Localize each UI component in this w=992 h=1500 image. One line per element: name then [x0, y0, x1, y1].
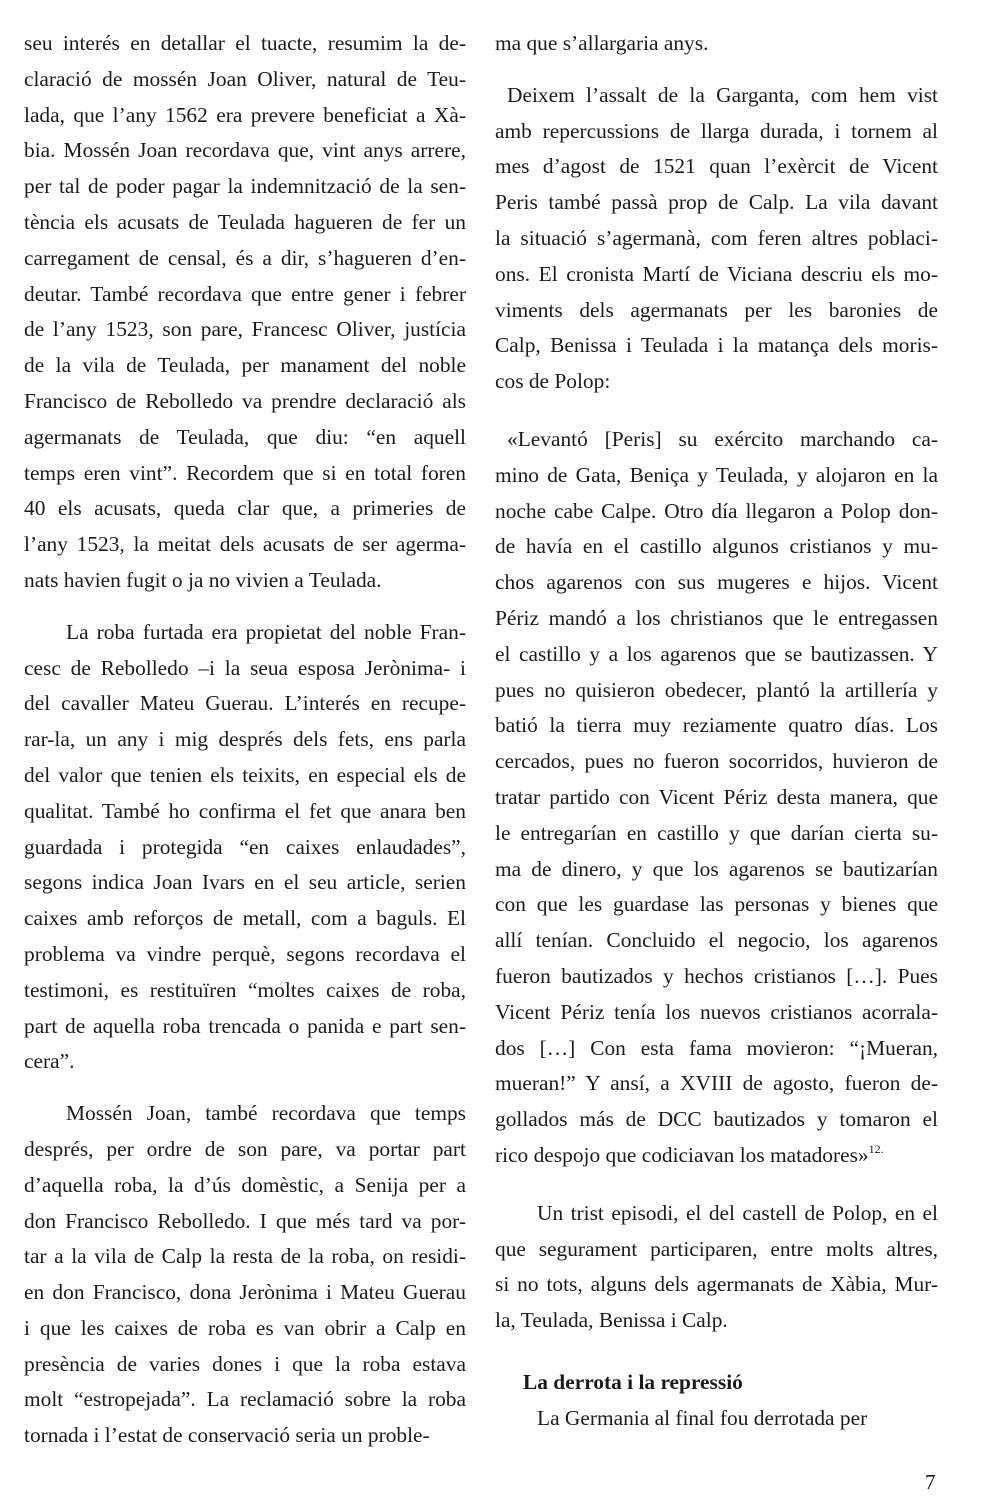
- paragraph-right-continuation: [495, 26, 938, 62]
- text-line-content: tar a la vila de Calp la resta de la roba, on residi-: [24, 1244, 466, 1269]
- text-line: [495, 887, 938, 923]
- text-line: [495, 1232, 938, 1268]
- text-line-content: La roba furtada era propietat del noble Fran-: [66, 619, 466, 644]
- text-line-content: tornada i l’estat de conservació seria un proble-: [24, 1423, 430, 1448]
- text-line: [495, 995, 938, 1031]
- text-line: [24, 1009, 466, 1045]
- text-line: [495, 26, 938, 62]
- text-line: [24, 241, 466, 277]
- text-line-content: tratar partido con Vicent Périz desta manera, que: [495, 784, 938, 809]
- text-line-content: don Francisco Rebolledo. I que més tard va por-: [24, 1208, 466, 1233]
- text-line-content: si no tots, alguns dels agermanats de Xàbia, Mur-: [495, 1272, 938, 1297]
- text-line-content: cos de Polop:: [495, 369, 611, 394]
- text-line: [495, 744, 938, 780]
- text-line-content: testimoni, es restituïren “moltes caixes de roba,: [24, 977, 466, 1002]
- text-line-content: tència els acusats de Teulada hagueren de fer un: [24, 209, 466, 234]
- text-line: [24, 1168, 466, 1204]
- text-line: [24, 1239, 466, 1275]
- text-line-content: ma que s’allargaria anys.: [495, 31, 709, 55]
- text-line: [495, 1267, 938, 1303]
- text-line: [495, 328, 938, 364]
- text-line-content: presència de varies dones i que la roba estava: [24, 1351, 466, 1376]
- text-line-content: per tal de poder pagar la indemnització de la sen-: [24, 174, 466, 199]
- text-line-content: d’aquella roba, la d’ús domèstic, a Senija per a: [24, 1172, 466, 1197]
- text-line-content: l’any 1523, la meitat dels acusats de ser agerma-: [24, 532, 466, 557]
- paragraph-right-3: [495, 1401, 938, 1437]
- text-line: [24, 973, 466, 1009]
- text-line-content: guardada i protegida “en caixes enlaudades”,: [24, 834, 466, 859]
- paragraph-right-2: [495, 1196, 938, 1339]
- text-line-content: La Germania al final fou derrotada per: [537, 1405, 868, 1430]
- text-line-content: gollados más de DCC bautizados y tomaron el: [495, 1107, 938, 1132]
- text-line: [24, 384, 466, 420]
- text-line: [495, 637, 938, 673]
- paragraph-left-1: [24, 26, 466, 599]
- text-line: [24, 1275, 466, 1311]
- text-line: [495, 114, 938, 150]
- text-line-content: cesc de Rebolledo –i la seua esposa Jerònima- i: [24, 655, 466, 680]
- text-line-content: Mossén Joan, també recordava que temps: [66, 1101, 466, 1126]
- text-line-content: pues no quisieron obedecer, plantó la artillería y: [495, 677, 938, 702]
- text-line: [24, 651, 466, 687]
- text-line-content: seu interés en detallar el tuacte, resumim la de-: [24, 31, 466, 55]
- text-line: [495, 458, 938, 494]
- text-line: [24, 1096, 466, 1132]
- text-line-content: lada, que l’any 1562 era prevere beneficiat a Xà-: [24, 102, 466, 127]
- text-line-content: Francisco de Rebolledo va prendre declaració als: [24, 388, 466, 413]
- text-line-content: Un trist episodi, el del castell de Polop, en el: [537, 1200, 938, 1225]
- text-line-content: que segurament participaren, entre molts altres,: [495, 1236, 938, 1261]
- text-line-content: molt “estropejada”. La reclamació sobre la roba: [24, 1387, 466, 1412]
- text-line-content: dos […] Con esta fama movieron: “¡Mueran,: [495, 1035, 938, 1060]
- text-line: [24, 26, 466, 62]
- text-line-content: rico despojo que codiciavan los matadores»: [495, 1142, 869, 1167]
- text-line: [495, 565, 938, 601]
- text-line: [495, 494, 938, 530]
- text-line: [495, 1401, 938, 1437]
- text-line-content: la situació s’agermanà, com feren altres poblaci-: [495, 225, 938, 250]
- text-line-content: Périz mandó a los christianos que le entregassen: [495, 605, 938, 630]
- text-line: [24, 1418, 466, 1454]
- text-line: [24, 491, 466, 527]
- text-line: [495, 708, 938, 744]
- text-line-content: chos agarenos con sus mugeres e hijos. Vicent: [495, 570, 938, 595]
- text-line-content: Vicent Périz tenía los nuevos cristianos acorrala-: [495, 999, 938, 1024]
- text-line: [24, 1204, 466, 1240]
- text-line: [24, 1132, 466, 1168]
- text-line-content: del valor que tenien els teixits, en especial els de: [24, 762, 466, 787]
- text-line-content: bia. Mossén Joan recordava que, vint anys arrere,: [24, 138, 466, 163]
- text-line-content: rar-la, un any i mig després dels fets, ens parla: [24, 727, 466, 752]
- text-line-content: qualitat. També ho confirma el fet que anara ben: [24, 798, 466, 823]
- text-line: [24, 865, 466, 901]
- text-line: [24, 62, 466, 98]
- text-line: [24, 456, 466, 492]
- text-line: [495, 185, 938, 221]
- text-line-content: de l’any 1523, son pare, Francesc Oliver, justícia: [24, 317, 466, 342]
- text-line-content: i que les caixes de roba es van obrir a Calp en: [24, 1315, 466, 1340]
- paragraph-right-1: [495, 78, 938, 400]
- text-line-content: «Levantó [Peris] su exército marchando ca-: [507, 426, 938, 451]
- text-line-content: temps eren vint”. Recordem que si en total foren: [24, 460, 466, 485]
- text-line: [24, 133, 466, 169]
- text-line: [495, 149, 938, 185]
- text-line: [24, 98, 466, 134]
- text-line: [495, 923, 938, 959]
- text-line-content: batió la tierra muy reziamente quatro días. Los: [495, 713, 938, 738]
- text-line-content: de la vila de Teulada, per manament del noble: [24, 353, 466, 378]
- text-line: [24, 169, 466, 205]
- footnote-marker: 12.: [868, 1141, 884, 1156]
- text-line-content: mueran!” Y ansí, a XVIII de agosto, fueron de-: [495, 1071, 938, 1096]
- text-line-content: després, per ordre de son pare, va portar part: [24, 1136, 466, 1161]
- text-line-content: agermanats de Teulada, que diu: “en aquell: [24, 424, 466, 449]
- text-line-content: 40 els acusats, queda clar que, a primeries de: [24, 496, 466, 521]
- text-line: [495, 1102, 938, 1138]
- text-line-content: allí tenían. Concluido el negocio, los agarenos: [495, 928, 938, 953]
- text-line: [24, 1044, 466, 1080]
- text-line-content: cera”.: [24, 1049, 75, 1074]
- page-number: 7: [925, 1470, 936, 1494]
- text-line-content: del cavaller Mateu Guerau. L’interés en recupe-: [24, 691, 466, 716]
- text-line: [495, 78, 938, 114]
- text-line: [495, 422, 938, 458]
- text-line: [24, 1347, 466, 1383]
- text-line-content: part de aquella roba trencada o panida e part sen-: [24, 1013, 466, 1038]
- text-line-content: mino de Gata, Beniça y Teulada, y alojaron en la: [495, 462, 938, 487]
- section-heading: La derrota i la repressió: [523, 1369, 743, 1394]
- text-line-content: carregament de censal, és a dir, s’hagueren d’en-: [24, 245, 466, 270]
- text-line: [495, 1066, 938, 1102]
- text-line: [495, 293, 938, 329]
- text-line: [495, 959, 938, 995]
- text-line-content: de havía en el castillo algunos cristianos y mu-: [495, 534, 938, 559]
- text-line: [24, 563, 466, 599]
- text-line-content: ons. El cronista Martí de Viciana descriu els mo-: [495, 261, 938, 286]
- text-line-content: claració de mossén Joan Oliver, natural de Teu-: [24, 66, 466, 91]
- text-line: [495, 673, 938, 709]
- text-line: [24, 348, 466, 384]
- text-line-content: problema va vindre perquè, segons recordava el: [24, 941, 466, 966]
- text-line-content: fueron bautizados y hechos cristianos […]. Pues: [495, 963, 938, 988]
- block-quote: [495, 422, 938, 1174]
- text-line: [495, 1303, 938, 1339]
- text-line: [495, 816, 938, 852]
- text-line-content: noche cabe Calpe. Otro día llegaron a Polop don-: [495, 498, 938, 523]
- text-line: [495, 364, 938, 400]
- text-line: [24, 901, 466, 937]
- text-line-content: ma de dinero, y que los agarenos se bautizarían: [495, 856, 938, 881]
- text-line: [24, 830, 466, 866]
- text-line: [24, 420, 466, 456]
- text-line-content: segons indica Joan Ivars en el seu article, serien: [24, 870, 466, 895]
- text-line: [24, 937, 466, 973]
- text-line: [495, 1031, 938, 1067]
- text-line: [495, 221, 938, 257]
- text-line-content: la, Teulada, Benissa i Calp.: [495, 1308, 728, 1333]
- text-line: [24, 1311, 466, 1347]
- text-line: [495, 780, 938, 816]
- text-line: [495, 601, 938, 637]
- paragraph-left-2: [24, 615, 466, 1080]
- text-line-content: viments dels agermanats per les baronies de: [495, 297, 938, 322]
- text-line: [24, 758, 466, 794]
- text-line-content: le entregarían en castillo y que darían cierta su-: [495, 820, 938, 845]
- text-line: [24, 527, 466, 563]
- left-column: [24, 26, 466, 1454]
- right-column: [495, 26, 938, 1436]
- text-line: [495, 852, 938, 888]
- text-line: [495, 1138, 938, 1174]
- text-line-content: Deixem l’assalt de la Garganta, com hem vist: [507, 82, 938, 107]
- text-line: [495, 529, 938, 565]
- text-line-content: mes d’agost de 1521 quan l’exèrcit de Vicent: [495, 154, 938, 179]
- text-line: [495, 257, 938, 293]
- paragraph-left-3: [24, 1096, 466, 1454]
- text-line: [24, 1382, 466, 1418]
- text-line: [24, 205, 466, 241]
- text-line: [24, 277, 466, 313]
- text-line-content: con que les guardase las personas y bienes que: [495, 892, 938, 917]
- text-line-content: amb repercussions de llarga durada, i tornem al: [495, 118, 938, 143]
- text-line-content: Peris també passà prop de Calp. La vila davant: [495, 190, 938, 215]
- text-line-content: deutar. També recordava que entre gener i febrer: [24, 281, 466, 306]
- text-line: [24, 686, 466, 722]
- text-line-content: nats havien fugit o ja no vivien a Teulada.: [24, 567, 382, 592]
- text-line-content: el castillo y a los agarenos que se bautizassen. Y: [495, 641, 938, 666]
- text-line: [495, 1196, 938, 1232]
- text-line: [24, 722, 466, 758]
- text-line-content: Calp, Benissa i Teulada i la matança dels moris-: [495, 333, 938, 358]
- text-line: [24, 312, 466, 348]
- text-line-content: cercados, pues no fueron socorridos, huvieron de: [495, 749, 938, 774]
- text-line-content: caixes amb reforços de metall, com a baguls. El: [24, 906, 466, 931]
- text-line: [24, 794, 466, 830]
- text-line: [24, 615, 466, 651]
- text-line-content: en don Francisco, dona Jerònima i Mateu Guerau: [24, 1280, 466, 1305]
